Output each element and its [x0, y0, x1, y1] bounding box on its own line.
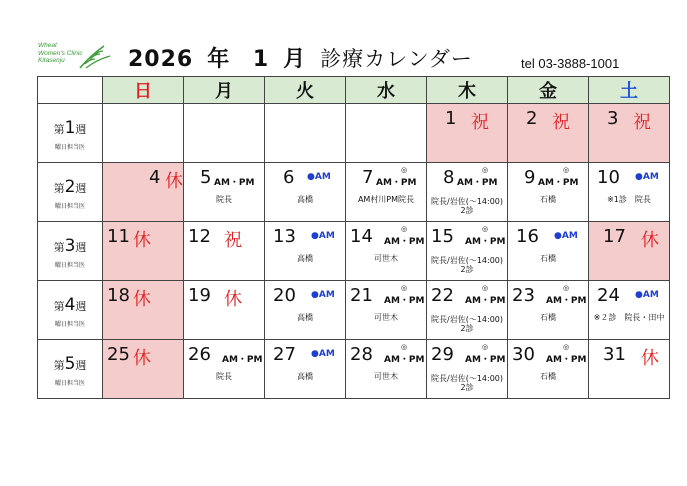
week-label: [38, 295, 102, 315]
week-row: [38, 222, 670, 281]
day-cell: [427, 281, 508, 340]
weekday-thu: 木: [427, 77, 508, 104]
day-cell: [508, 163, 589, 222]
am-pm-label: AM・PM: [546, 296, 587, 306]
day-number: 12: [188, 226, 211, 247]
day-cell: [265, 222, 346, 281]
week-label-pre: 第: [53, 300, 65, 313]
week-label-num: 4: [64, 295, 76, 315]
day-cell: [589, 163, 670, 222]
am-pm-label: AM・PM: [546, 355, 587, 365]
day-number: 14: [350, 226, 373, 247]
doctor-note: 院長/岩佐(〜14:00): [431, 315, 503, 324]
doctor-note: 院長: [216, 372, 232, 381]
doctor-note: 石橋: [540, 372, 556, 381]
day-number: 22: [431, 285, 454, 306]
holiday-mark: 休: [133, 289, 151, 310]
ring-mark: ◎: [482, 166, 489, 174]
week-label: [38, 236, 102, 256]
day-cell: [427, 222, 508, 281]
day-cell: [346, 281, 427, 340]
day-number: 7: [362, 167, 374, 188]
doctor-note: 院長: [216, 195, 232, 204]
week-label-post: 週: [75, 123, 87, 136]
week-sub-label: 曜日担当医: [54, 262, 85, 269]
am-label: ●AM: [311, 290, 335, 300]
day-cell: [589, 222, 670, 281]
day-number: 31: [603, 344, 626, 365]
title-month: 1: [252, 47, 270, 72]
doctor-note: 高橋: [297, 254, 313, 263]
day-cell: [508, 281, 589, 340]
day-number: 9: [524, 167, 536, 188]
doctor-note: 可世木: [374, 372, 398, 381]
day-number: 2: [526, 108, 538, 129]
day-cell: [589, 340, 670, 399]
am-pm-label: AM・PM: [457, 178, 498, 188]
day-cell: [346, 340, 427, 399]
doctor-note-2: 2診: [460, 383, 474, 392]
day-number: 29: [431, 344, 454, 365]
day-number: 5: [200, 167, 212, 188]
week-row: [38, 340, 670, 399]
day-number: 17: [603, 226, 626, 247]
ring-mark: ◎: [482, 284, 489, 292]
am-pm-label: AM・PM: [214, 178, 255, 188]
day-cell: [184, 281, 265, 340]
weekday-tue: 火: [265, 77, 346, 104]
doctor-note-2: 2診: [460, 206, 474, 215]
am-label: ●AM: [311, 231, 335, 241]
doctor-note: 可世木: [374, 254, 398, 263]
day-cell: [103, 104, 184, 163]
day-cell: [427, 340, 508, 399]
day-number: 8: [443, 167, 455, 188]
am-pm-label: AM・PM: [384, 355, 425, 365]
am-pm-label: AM・PM: [465, 296, 506, 306]
doctor-note: 院長/岩佐(〜14:00): [431, 197, 503, 206]
logo-line2: Women's Clinic: [38, 49, 83, 57]
title-year-unit: 年: [207, 47, 231, 72]
day-number: 21: [350, 285, 373, 306]
doctor-note: 高橋: [297, 372, 313, 381]
day-number: 20: [273, 285, 296, 306]
am-label: ●AM: [554, 231, 578, 241]
header-corner: [38, 77, 103, 104]
am-label: ●AM: [307, 172, 331, 182]
week-label: [38, 177, 102, 197]
day-number: 3: [607, 108, 619, 129]
am-pm-label: AM・PM: [538, 178, 579, 188]
day-cell: [589, 104, 670, 163]
holiday-mark: 祝: [633, 112, 651, 133]
day-cell: [508, 104, 589, 163]
week-label-cell: [38, 104, 103, 163]
weekday-wed: 水: [346, 77, 427, 104]
calendar-table: [37, 76, 670, 399]
title-month-unit: 月: [283, 47, 307, 72]
clinic-logo: [30, 38, 116, 78]
holiday-mark: 休: [224, 289, 242, 310]
week-label-pre: 第: [53, 182, 65, 195]
doctor-note: 石橋: [540, 254, 556, 263]
day-number: 10: [597, 167, 620, 188]
ring-mark: ◎: [482, 343, 489, 351]
week-label-num: 5: [64, 354, 76, 374]
day-cell: [184, 163, 265, 222]
weekday-sun: 日: [103, 77, 184, 104]
doctor-note: 高橋: [297, 313, 313, 322]
ring-mark: ◎: [563, 343, 570, 351]
week-label-num: 1: [64, 118, 76, 138]
day-number: 6: [283, 167, 295, 188]
holiday-mark: 祝: [552, 112, 570, 133]
day-number: 28: [350, 344, 373, 365]
day-cell: [589, 281, 670, 340]
week-label-post: 週: [75, 241, 87, 254]
ring-mark: ◎: [401, 166, 408, 174]
day-cell: [184, 340, 265, 399]
week-row: [38, 281, 670, 340]
ring-mark: ◎: [401, 343, 408, 351]
week-label-post: 週: [75, 300, 87, 313]
am-pm-label: AM・PM: [465, 355, 506, 365]
weekday-fri: 金: [508, 77, 589, 104]
week-sub-label: 曜日担当医: [54, 144, 85, 151]
week-sub-label: 曜日担当医: [54, 203, 85, 210]
title-year: 2026: [128, 47, 194, 72]
doctor-note: ※1診 院長: [607, 195, 651, 204]
doctor-note: 高橋: [297, 195, 313, 204]
holiday-mark: 休: [133, 348, 151, 369]
week-label-cell: [38, 281, 103, 340]
doctor-note-2: 2診: [460, 324, 474, 333]
ring-mark: ◎: [401, 225, 408, 233]
doctor-note: 院長/岩佐(〜14:00): [431, 374, 503, 383]
holiday-mark: 祝: [471, 112, 489, 133]
day-number: 23: [512, 285, 535, 306]
week-label: [38, 118, 102, 138]
week-sub-label: 曜日担当医: [54, 380, 85, 387]
doctor-note: 石橋: [540, 195, 556, 204]
week-sub-label: 曜日担当医: [54, 321, 85, 328]
phone-number: tel 03-3888-1001: [521, 56, 620, 71]
day-cell: [346, 163, 427, 222]
holiday-mark: 休: [641, 348, 659, 369]
day-number: 24: [597, 285, 620, 306]
logo-line3: Kitasenju: [38, 57, 65, 64]
week-label-pre: 第: [53, 359, 65, 372]
ring-mark: ◎: [563, 166, 570, 174]
week-label-post: 週: [75, 182, 87, 195]
day-number: 15: [431, 226, 454, 247]
weekday-sat: 土: [589, 77, 670, 104]
am-label: ●AM: [635, 290, 659, 300]
weekday-header-row: [38, 77, 670, 104]
doctor-note: ※２診 院長・田中: [593, 313, 665, 322]
am-pm-label: AM・PM: [376, 178, 417, 188]
am-label: ●AM: [635, 172, 659, 182]
week-label-post: 週: [75, 359, 87, 372]
page-title: [128, 42, 473, 73]
day-cell: [265, 281, 346, 340]
day-number: 4: [149, 167, 161, 188]
day-cell: [103, 163, 184, 222]
week-label-pre: 第: [53, 123, 65, 136]
day-cell: [508, 222, 589, 281]
day-cell: [427, 163, 508, 222]
day-cell: [184, 222, 265, 281]
week-label: [38, 354, 102, 374]
holiday-mark: 休: [133, 230, 151, 251]
logo-line1: Wheat: [38, 42, 57, 49]
day-cell: [103, 281, 184, 340]
day-cell: [427, 104, 508, 163]
title-text: 診療カレンダー: [320, 47, 473, 71]
day-cell: [103, 222, 184, 281]
week-row: [38, 163, 670, 222]
ring-mark: ◎: [401, 284, 408, 292]
holiday-mark: 祝: [224, 230, 242, 251]
week-label-cell: [38, 222, 103, 281]
day-number: 18: [107, 285, 130, 306]
day-cell: [265, 163, 346, 222]
day-number: 11: [107, 226, 130, 247]
day-cell: [103, 340, 184, 399]
doctor-note: 石橋: [540, 313, 556, 322]
am-label: ●AM: [311, 349, 335, 359]
am-pm-label: AM・PM: [384, 296, 425, 306]
am-pm-label: AM・PM: [384, 237, 425, 247]
doctor-note: 可世木: [374, 313, 398, 322]
day-number: 26: [188, 344, 211, 365]
doctor-note: AM村川PM院長: [357, 195, 415, 204]
doctor-note: 院長/岩佐(〜14:00): [431, 256, 503, 265]
day-cell: [346, 222, 427, 281]
day-number: 25: [107, 344, 130, 365]
week-label-pre: 第: [53, 241, 65, 254]
day-cell: [508, 340, 589, 399]
calendar-body: [38, 104, 670, 399]
ring-mark: ◎: [482, 225, 489, 233]
week-label-num: 3: [64, 236, 76, 256]
day-number: 27: [273, 344, 296, 365]
am-pm-label: AM・PM: [465, 237, 506, 247]
holiday-mark: 休: [641, 230, 659, 251]
day-cell: [184, 104, 265, 163]
day-number: 1: [445, 108, 457, 129]
week-label-cell: [38, 340, 103, 399]
day-cell: [265, 104, 346, 163]
holiday-mark: 休: [165, 171, 183, 192]
week-label-num: 2: [64, 177, 76, 197]
doctor-note-2: 2診: [460, 265, 474, 274]
week-label-cell: [38, 163, 103, 222]
day-number: 13: [273, 226, 296, 247]
weekday-mon: 月: [184, 77, 265, 104]
day-number: 30: [512, 344, 535, 365]
am-pm-label: AM・PM: [222, 355, 263, 365]
ring-mark: ◎: [563, 284, 570, 292]
day-number: 16: [516, 226, 539, 247]
day-cell: [265, 340, 346, 399]
week-row: [38, 104, 670, 163]
day-number: 19: [188, 285, 211, 306]
day-cell: [346, 104, 427, 163]
